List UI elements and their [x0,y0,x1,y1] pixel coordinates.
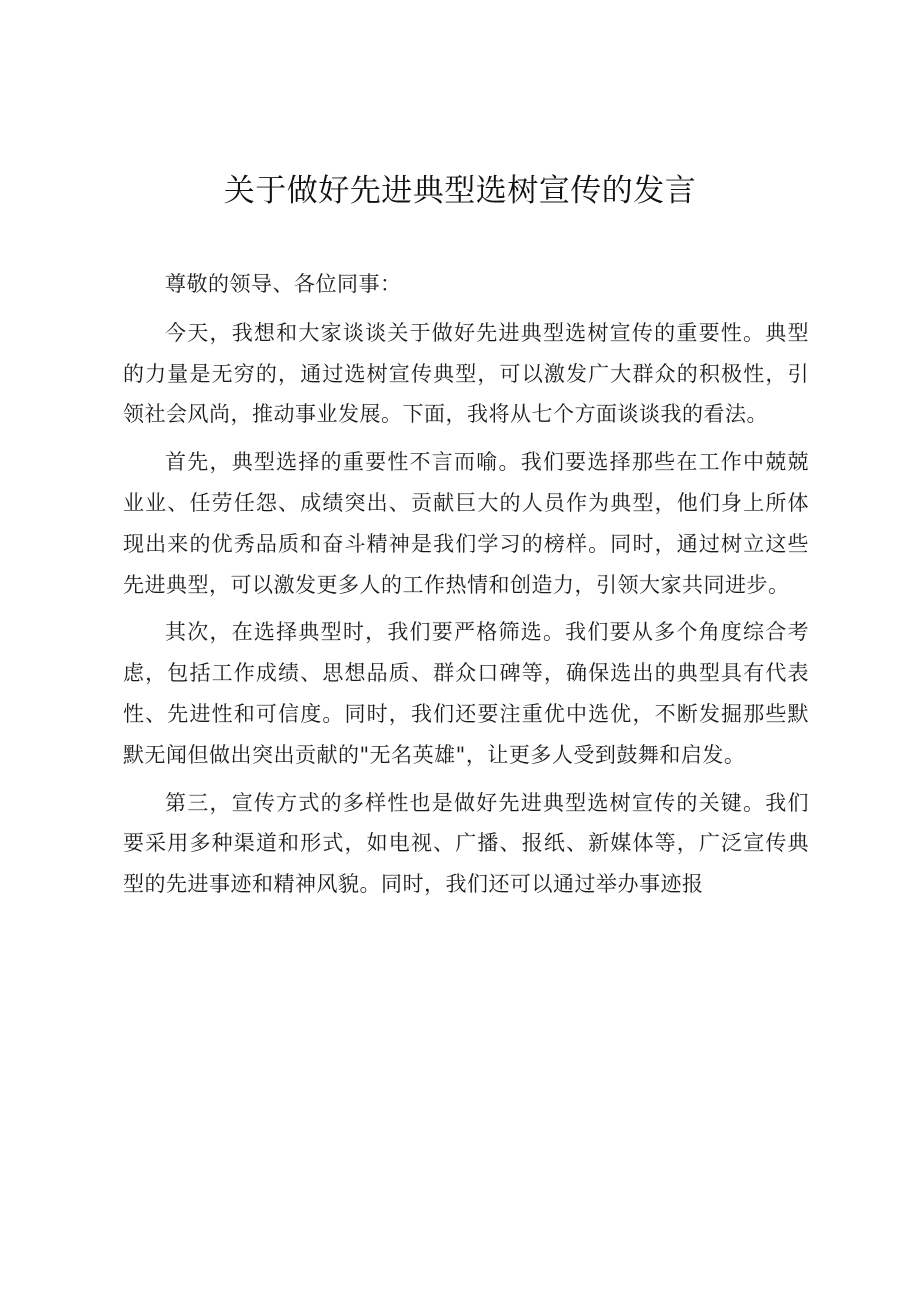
document-title: 关于做好先进典型选树宣传的发言 [223,173,697,209]
salutation: 尊敬的领导、各位同事： [165,272,402,296]
paragraph-first: 首先，典型选择的重要性不言而喻。我们要选择那些在工作中兢兢业业、任劳任怨、成绩突出、贡献巨大的人员作为典型，他们身上所体现出来的优秀品质和奋斗精神是我们学习的榜样。同时，通过树立这些先进典型，可以激发更多人的工作热情和创造力，引领大家共同进步。 [123,450,809,597]
paragraph-third: 第三，宣传方式的多样性也是做好先进典型选树宣传的关键。我们要采用多种渠道和形式，如电视、广播、报纸、新媒体等，广泛宣传典型的先进事迹和精神风貌。同时，我们还可以通过举办事迹报 [123,790,809,897]
document-body [123,264,809,905]
paragraph-intro: 今天，我想和大家谈谈关于做好先进典型选树宣传的重要性。典型的力量是无穷的，通过选树宣传典型，可以激发广大群众的积极性，引领社会风尚，推动事业发展。下面，我将从七个方面谈谈我的看法。 [123,320,809,427]
paragraph-second: 其次，在选择典型时，我们要严格筛选。我们要从多个角度综合考虑，包括工作成绩、思想品质、群众口碑等，确保选出的典型具有代表性、先进性和可信度。同时，我们还要注重优中选优，不断发掘那些默默无闻但做出突出贡献的"无名英雄"，让更多人受到鼓舞和启发。 [123,620,809,767]
